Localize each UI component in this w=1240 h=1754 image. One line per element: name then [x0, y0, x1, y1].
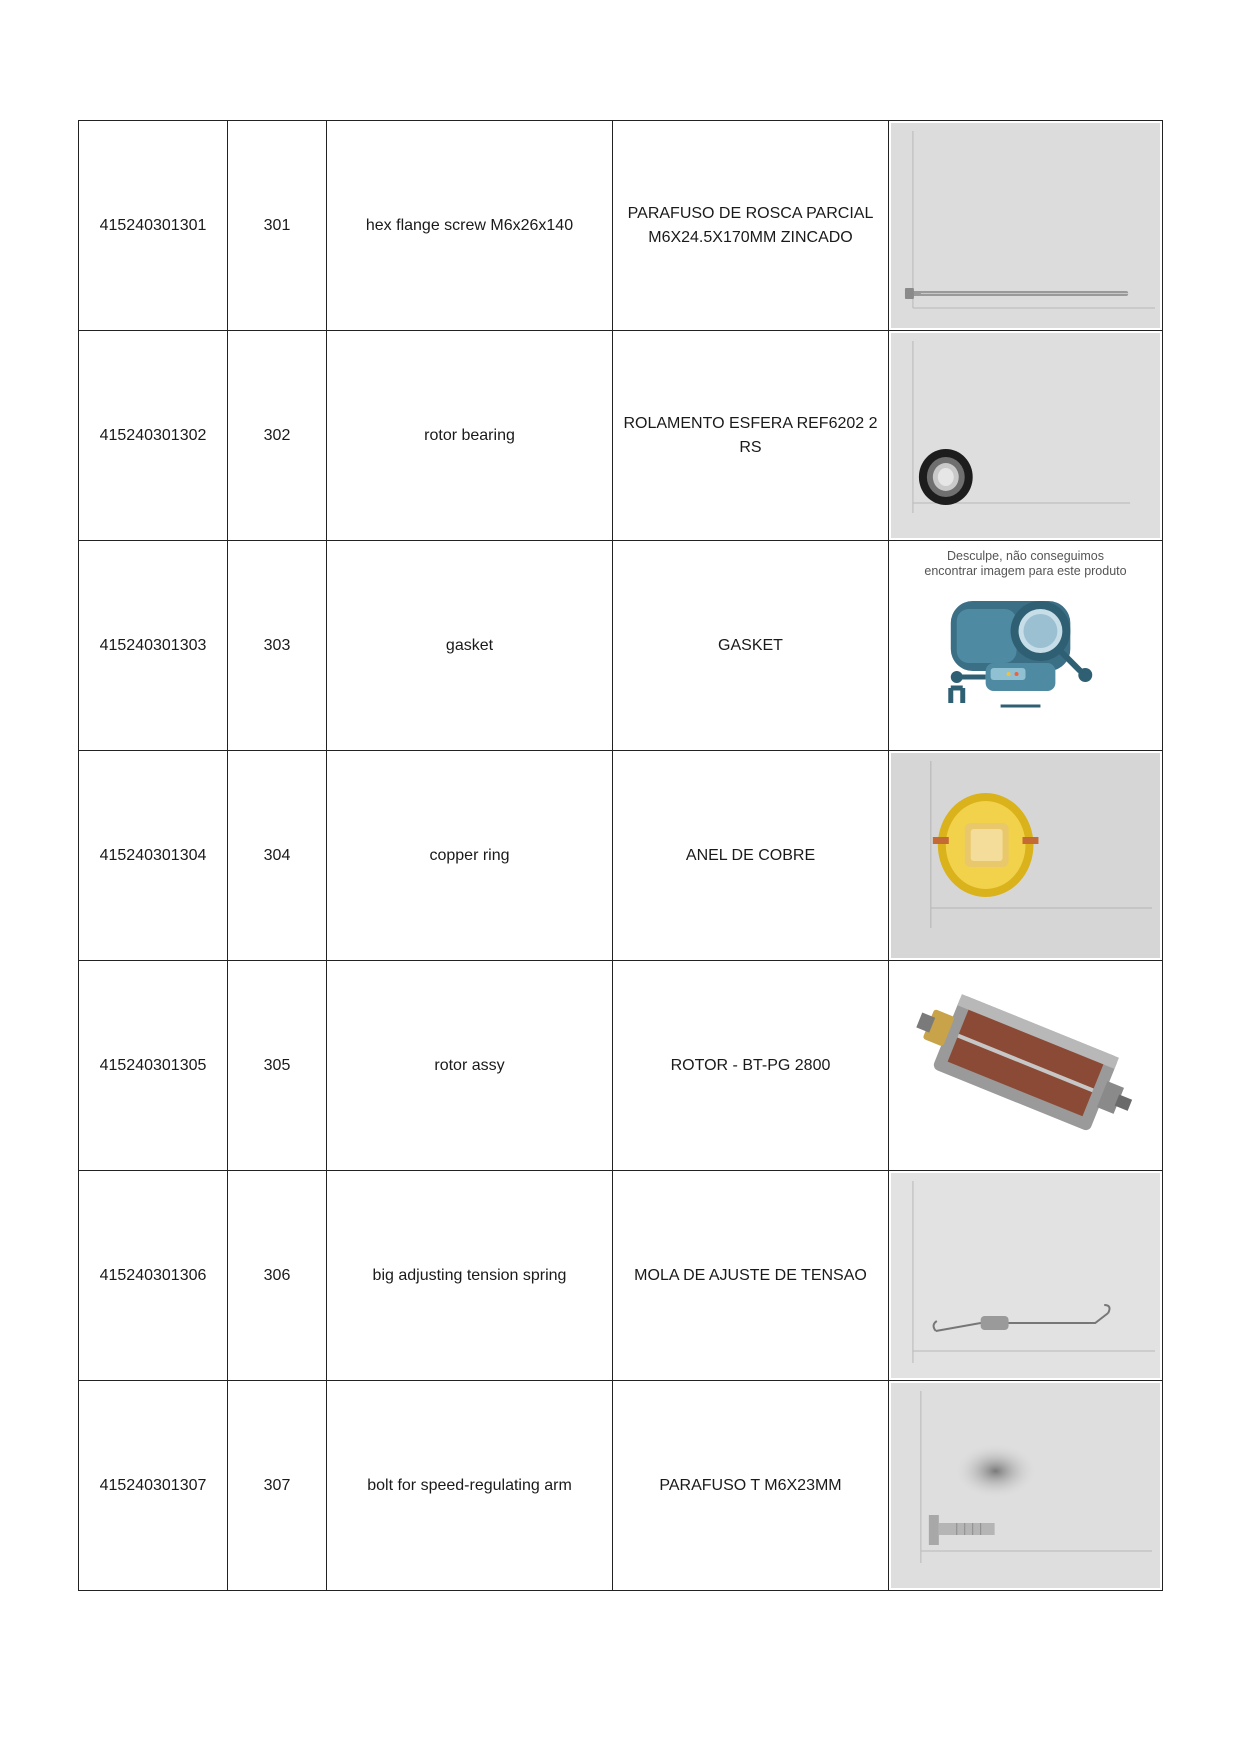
position-number: 305	[228, 961, 327, 1171]
description-en: rotor bearing	[327, 331, 613, 541]
position-number: 307	[228, 1381, 327, 1591]
position-number: 306	[228, 1171, 327, 1381]
table-row	[79, 121, 1163, 331]
description-en: bolt for speed-regulating arm	[327, 1381, 613, 1591]
description-pt: PARAFUSO DE ROSCA PARCIAL M6X24.5X170MM ZINCADO	[613, 121, 889, 331]
placeholder-line-2: encontrar imagem para este produto	[924, 564, 1127, 578]
ball-bearing-photo	[891, 333, 1160, 538]
description-en: hex flange screw M6x26x140	[327, 121, 613, 331]
part-code: 415240301302	[79, 331, 228, 541]
description-pt: GASKET	[613, 541, 889, 751]
position-number: 303	[228, 541, 327, 751]
no-image-placeholder	[891, 543, 1160, 748]
table-row	[79, 331, 1163, 541]
description-pt: ANEL DE COBRE	[613, 751, 889, 961]
part-code: 415240301303	[79, 541, 228, 751]
commutator-ring-photo	[891, 753, 1160, 958]
part-code: 415240301301	[79, 121, 228, 331]
description-en: gasket	[327, 541, 613, 751]
description-pt: ROLAMENTO ESFERA REF6202 2 RS	[613, 331, 889, 541]
description-pt: ROTOR - BT-PG 2800	[613, 961, 889, 1171]
description-en: big adjusting tension spring	[327, 1171, 613, 1381]
position-number: 304	[228, 751, 327, 961]
table-row	[79, 751, 1163, 961]
table-row	[79, 961, 1163, 1171]
t-bolt-photo	[891, 1383, 1160, 1588]
long-screw-photo	[891, 123, 1160, 328]
table-row	[79, 541, 1163, 751]
part-code: 415240301306	[79, 1171, 228, 1381]
robot-magnifier-icon	[891, 543, 1160, 748]
description-en: copper ring	[327, 751, 613, 961]
rotor-photo	[891, 963, 1160, 1168]
table-row	[79, 1381, 1163, 1591]
tension-spring-photo	[891, 1173, 1160, 1378]
description-pt: MOLA DE AJUSTE DE TENSAO	[613, 1171, 889, 1381]
placeholder-line-1: Desculpe, não conseguimos	[946, 549, 1105, 563]
parts-table	[78, 120, 1163, 1591]
position-number: 302	[228, 331, 327, 541]
description-pt: PARAFUSO T M6X23MM	[613, 1381, 889, 1591]
position-number: 301	[228, 121, 327, 331]
part-code: 415240301305	[79, 961, 228, 1171]
table-row	[79, 1171, 1163, 1381]
part-code: 415240301307	[79, 1381, 228, 1591]
description-en: rotor assy	[327, 961, 613, 1171]
part-code: 415240301304	[79, 751, 228, 961]
